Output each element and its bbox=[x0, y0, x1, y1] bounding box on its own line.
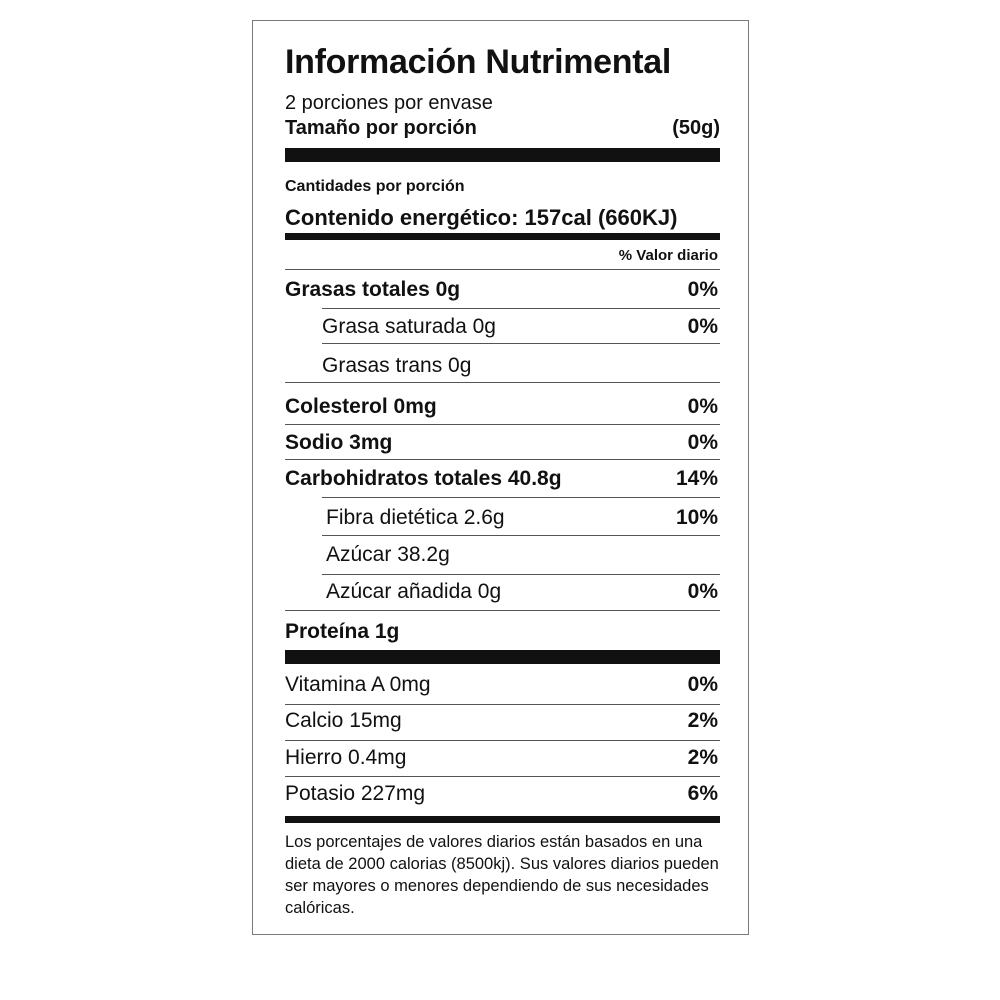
nutrient-name: Carbohidratos totales 40.8g bbox=[285, 467, 562, 490]
nutrient-row-cholesterol bbox=[285, 393, 720, 421]
serving-size-label: Tamaño por porción bbox=[285, 117, 477, 139]
nutrient-daily-value: 0% bbox=[687, 278, 718, 301]
divider-line bbox=[285, 269, 720, 270]
nutrient-name: Potasio 227mg bbox=[285, 782, 426, 805]
nutrient-row-sugar bbox=[285, 541, 720, 569]
nutrient-row-trans-fat bbox=[285, 352, 720, 380]
nutrition-facts-label bbox=[252, 20, 749, 935]
micronutrient-row-vitamin-a bbox=[285, 671, 720, 699]
divider-line bbox=[285, 459, 720, 460]
divider-line bbox=[322, 497, 720, 498]
nutrient-name: Sodio 3mg bbox=[285, 431, 393, 454]
nutrient-daily-value: 0% bbox=[687, 315, 718, 338]
divider-line bbox=[285, 382, 720, 383]
nutrient-row-fiber bbox=[285, 504, 720, 532]
nutrient-row-protein bbox=[285, 618, 720, 646]
nutrient-daily-value: 6% bbox=[687, 782, 718, 805]
divider-line bbox=[322, 343, 720, 344]
daily-value-header: % Valor diario bbox=[618, 247, 718, 264]
nutrient-name: Grasa saturada 0g bbox=[322, 315, 496, 338]
thick-divider bbox=[285, 650, 720, 664]
nutrient-name: Azúcar 38.2g bbox=[326, 543, 450, 566]
nutrient-name: Proteína 1g bbox=[285, 620, 400, 643]
nutrient-name: Grasas trans 0g bbox=[322, 354, 472, 377]
micronutrient-row-calcium bbox=[285, 707, 720, 735]
nutrient-name: Colesterol 0mg bbox=[285, 395, 437, 418]
medium-divider bbox=[285, 816, 720, 823]
divider-line bbox=[285, 740, 720, 741]
energy-content: Contenido energético: 157cal (660KJ) bbox=[285, 205, 678, 230]
divider-line bbox=[322, 308, 720, 309]
label-title: Información Nutrimental bbox=[285, 43, 672, 81]
nutrient-name: Fibra dietética 2.6g bbox=[326, 506, 505, 529]
nutrient-name: Hierro 0.4mg bbox=[285, 746, 407, 769]
divider-line bbox=[285, 424, 720, 425]
amounts-header: Cantidades por porción bbox=[285, 178, 465, 195]
medium-divider bbox=[285, 233, 720, 240]
nutrient-name: Azúcar añadida 0g bbox=[326, 580, 502, 603]
divider-line bbox=[322, 574, 720, 575]
nutrient-daily-value: 10% bbox=[675, 506, 718, 529]
thick-divider bbox=[285, 148, 720, 162]
serving-size-value: (50g) bbox=[672, 117, 720, 139]
nutrient-daily-value: 0% bbox=[687, 431, 718, 454]
nutrient-daily-value: 0% bbox=[687, 580, 718, 603]
nutrient-row-total-carbs bbox=[285, 465, 720, 493]
nutrient-name: Calcio 15mg bbox=[285, 709, 402, 732]
nutrient-daily-value: 2% bbox=[687, 746, 718, 769]
serving-size-row bbox=[285, 117, 720, 140]
footnote: Los porcentajes de valores diarios están basados en una dieta de 2000 calorias (8500kj). Sus valores diarios pueden ser mayores o menores dependiendo de sus necesidades calóricas. bbox=[285, 833, 719, 917]
nutrient-name: Grasas totales 0g bbox=[285, 278, 461, 301]
nutrient-daily-value: 0% bbox=[687, 395, 718, 418]
divider-line bbox=[285, 610, 720, 611]
nutrient-row-added-sugar bbox=[285, 578, 720, 606]
divider-line bbox=[322, 535, 720, 536]
nutrient-row-total-fat bbox=[285, 276, 720, 304]
nutrient-row-sodium bbox=[285, 429, 720, 457]
nutrient-daily-value: 0% bbox=[687, 673, 718, 696]
divider-line bbox=[285, 704, 720, 705]
micronutrient-row-iron bbox=[285, 744, 720, 772]
divider-line bbox=[285, 776, 720, 777]
nutrient-daily-value: 14% bbox=[675, 467, 718, 490]
nutrient-daily-value: 2% bbox=[687, 709, 718, 732]
nutrient-row-saturated-fat bbox=[285, 313, 720, 341]
servings-per-container: 2 porciones por envase bbox=[285, 92, 493, 114]
nutrient-name: Vitamina A 0mg bbox=[285, 673, 431, 696]
micronutrient-row-potassium bbox=[285, 780, 720, 808]
